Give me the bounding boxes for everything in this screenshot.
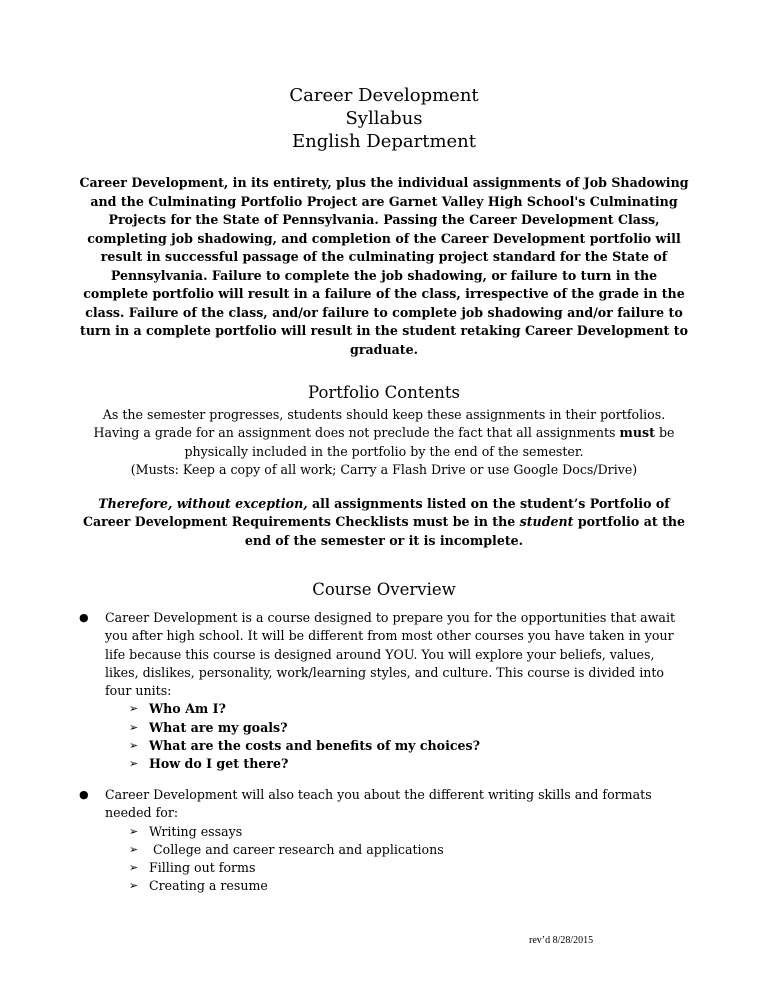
list-item: ➢ What are the costs and benefits of my choices? [105,737,685,755]
warning-lead: Therefore, without exception, [98,496,308,511]
portfolio-contents-paragraph [78,406,690,479]
overview-bullet-1-text: Career Development is a course designed to prepare you for the opportunities that await you after high school. It will be different from most other courses you have taken in your life because this course is designed around YOU. You will explore your beliefs, values, likes, dislikes, personality, work/learning styles, and culture. This course is divided into four units: [105,610,676,699]
list-item: ➢ Creating a resume [105,877,685,895]
portfolio-contents-heading: Portfolio Contents [308,383,460,402]
portfolio-note: (Musts: Keep a copy of all work; Carry a Flash Drive or use Google Docs/Drive) [130,461,638,477]
course-title: Career Development [289,85,479,106]
portfolio-text-part1: As the semester progresses, students should keep these assignments in their portfolios. Having a grade for an assignment does not preclude the fact that all assignments [93,407,666,441]
warning-text1: all assignments listed on the student’s Portfolio of Career Development Requirements Checklists must be in the [82,496,670,530]
portfolio-must-word: must [619,425,655,441]
document-type: Syllabus [345,108,423,129]
arrow-bullet-icon: ➢ [129,861,139,875]
list-item: ➢ What are my goals? [105,719,685,737]
list-item: ➢ Writing essays [105,823,685,841]
list-item: ➢ Who Am I? [105,700,685,718]
arrow-bullet-icon: ➢ [129,739,139,753]
overview-bullet-1 [79,609,685,774]
warning-text2: portfolio at the end of the semester or it is incomplete. [244,514,686,548]
department-name: English Department [291,131,477,152]
portfolio-text-part2: be physically included in the portfolio by the end of the semester. [184,425,675,459]
title-block [0,84,768,153]
arrow-bullet-icon: ➢ [129,702,139,716]
bullet-dot-icon: ● [79,788,89,801]
list-item: ➢ Filling out forms [105,859,685,877]
warning-italic-word: student [519,514,574,530]
bullet-dot-icon: ● [79,611,89,624]
arrow-bullet-icon: ➢ [129,842,139,856]
writing-skills-list [105,823,685,896]
intro-paragraph: Career Development, in its entirety, plus the individual assignments of Job Shadowing and the Culminating Portfolio Project are Garnet Valley High School's Culminating Projects for the State of Pennsylvania. Passing the Career Development Class, completing job shadowing, and completion of the Career Development portfolio will result in successful passage of the culminating project standard for the State of Pennsylvania. Failure to complete the job shadowing, or failure to turn in the complete portfolio will result in a failure of the class, irrespective of the grade in the class. Failure of the class, and/or failure to complete job shadowing and/or failure to turn in a complete portfolio will result in the student retaking Career Development to graduate. [79,175,689,357]
course-overview-heading: Course Overview [312,580,456,599]
incomplete-warning [78,495,690,550]
arrow-bullet-icon: ➢ [129,757,139,771]
list-item: ➢ How do I get there? [105,755,685,773]
overview-bullet-2-text: Career Development will also teach you about the different writing skills and formats needed for: [105,787,652,821]
revision-date: rev’d 8/28/2015 [529,935,594,946]
units-list [105,700,685,773]
arrow-bullet-icon: ➢ [129,879,139,893]
overview-bullet-2 [79,786,685,896]
arrow-bullet-icon: ➢ [129,720,139,734]
arrow-bullet-icon: ➢ [129,824,139,838]
list-item: ➢ College and career research and applications [105,841,685,859]
